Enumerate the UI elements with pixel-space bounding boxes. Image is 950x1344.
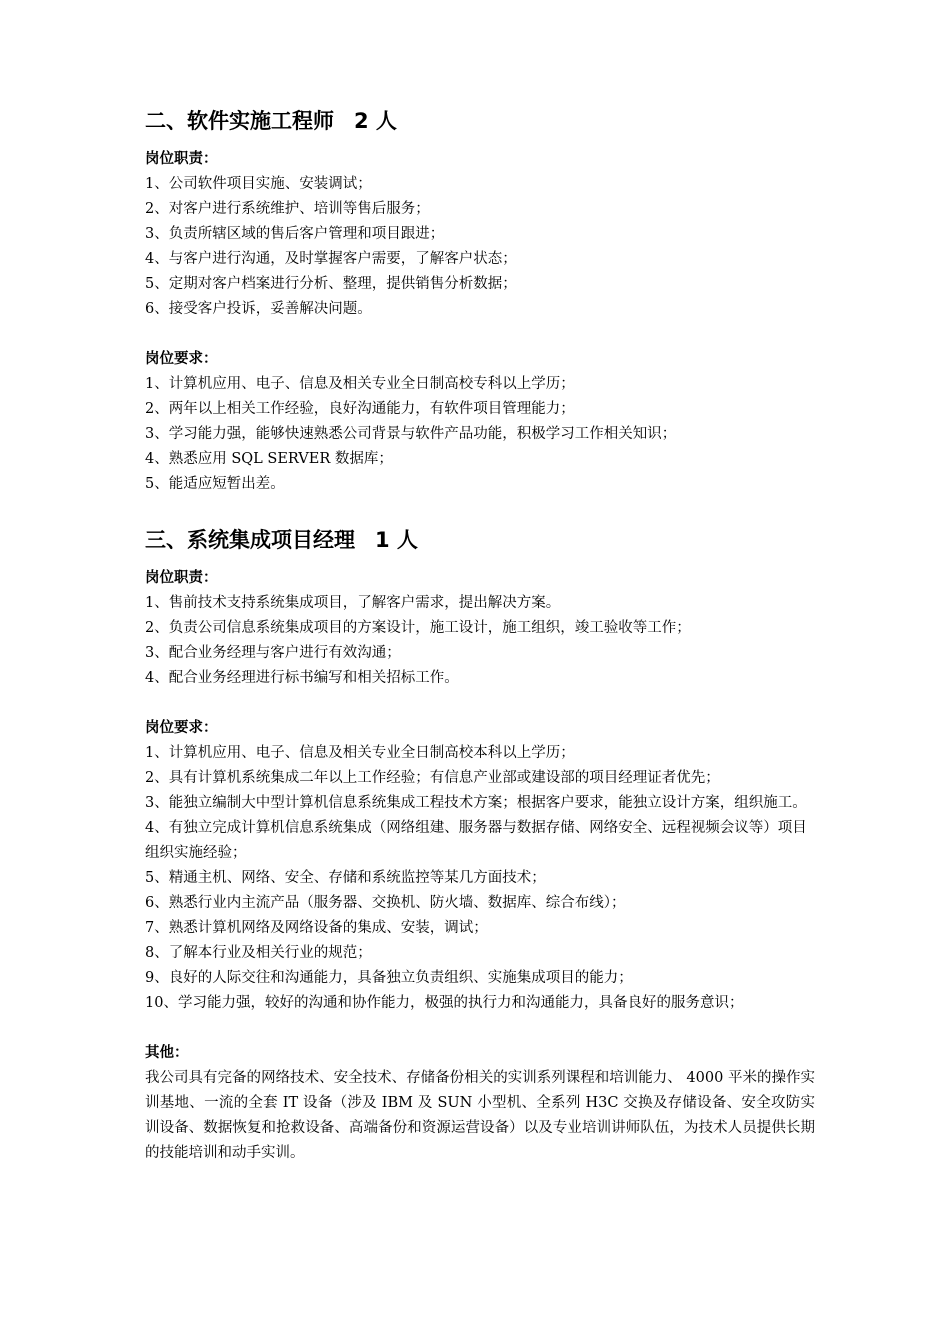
list-item: 6、接受客户投诉，妥善解决问题。: [145, 301, 372, 317]
duties-heading: 岗位职责：: [145, 151, 218, 167]
list-item: 2、对客户进行系统维护、培训等售后服务；: [145, 201, 430, 217]
list-item: 1、售前技术支持系统集成项目，了解客户需求，提出解决方案。: [145, 595, 561, 611]
headcount: 2 人: [354, 109, 397, 133]
section-title-text: 二、软件实施工程师: [145, 109, 334, 133]
requirements-list: [145, 372, 815, 497]
section-software-engineer: [145, 104, 815, 497]
section-integration-manager: [145, 523, 815, 1016]
list-item: 3、负责所辖区域的售后客户管理和项目跟进；: [145, 226, 445, 242]
list-item: 9、良好的人际交往和沟通能力，具备独立负责组织、实施集成项目的能力；: [145, 970, 633, 986]
list-item: 3、配合业务经理与客户进行有效沟通；: [145, 645, 401, 661]
section-other: [145, 1041, 815, 1166]
section-title: [145, 104, 815, 138]
list-item: 2、负责公司信息系统集成项目的方案设计，施工设计，施工组织，竣工验收等工作；: [145, 620, 691, 636]
list-item: 8、了解本行业及相关行业的规范；: [145, 945, 372, 961]
list-item: 3、学习能力强，能够快速熟悉公司背景与软件产品功能，积极学习工作相关知识；: [145, 426, 677, 442]
requirements-list: [145, 741, 815, 1016]
section-title-text: 三、系统集成项目经理: [145, 528, 355, 552]
other-heading: 其他：: [145, 1045, 189, 1061]
requirements-heading: 岗位要求：: [145, 351, 218, 367]
list-item: 1、计算机应用、电子、信息及相关专业全日制高校本科以上学历；: [145, 745, 575, 761]
list-item: 7、熟悉计算机网络及网络设备的集成、安装，调试；: [145, 920, 488, 936]
list-item: 5、定期对客户档案进行分析、整理，提供销售分析数据；: [145, 276, 517, 292]
list-item: 3、能独立编制大中型计算机信息系统集成工程技术方案；根据客户要求，能独立设计方案，组织施工。: [145, 795, 807, 811]
duties-heading: 岗位职责：: [145, 570, 218, 586]
duties-list: [145, 591, 815, 691]
list-item: 1、计算机应用、电子、信息及相关专业全日制高校专科以上学历；: [145, 376, 575, 392]
headcount: 1 人: [375, 528, 418, 552]
requirements-heading: 岗位要求：: [145, 720, 218, 736]
other-paragraph: 我公司具有完备的网络技术、安全技术、存储备份相关的实训系列课程和培训能力、 4000 平米的操作实训基地、一流的全套 IT 设备（涉及 IBM 及 SUN 小型机、全系列 H3C 交换及存储设备、安全攻防实训设备、数据恢复和抢救设备、高端备份和资源运营设备）以及专业培训讲师队伍，为技术人员提供长期的技能培训和动手实训。: [145, 1070, 815, 1161]
section-title: [145, 523, 815, 557]
list-item: 2、两年以上相关工作经验，良好沟通能力，有软件项目管理能力；: [145, 401, 575, 417]
list-item: 2、具有计算机系统集成二年以上工作经验；有信息产业部或建设部的项目经理证者优先；: [145, 770, 720, 786]
list-item: 4、配合业务经理进行标书编写和相关招标工作。: [145, 670, 459, 686]
list-item: 4、与客户进行沟通，及时掌握客户需要，了解客户状态；: [145, 251, 517, 267]
document-page: [145, 104, 815, 1166]
list-item: 5、能适应短暂出差。: [145, 476, 285, 492]
list-item: 6、熟悉行业内主流产品（服务器、交换机、防火墙、数据库、综合布线）；: [145, 895, 626, 911]
list-item: 4、有独立完成计算机信息系统集成（网络组建、服务器与数据存储、网络安全、远程视频会议等）项目组织实施经验；: [145, 820, 807, 861]
list-item: 4、熟悉应用 SQL SERVER 数据库；: [145, 451, 393, 467]
duties-list: [145, 172, 815, 322]
list-item: 1、公司软件项目实施、安装调试；: [145, 176, 372, 192]
list-item: 5、精通主机、网络、安全、存储和系统监控等某几方面技术；: [145, 870, 546, 886]
list-item: 10、学习能力强，较好的沟通和协作能力，极强的执行力和沟通能力，具备良好的服务意识；: [145, 995, 744, 1011]
